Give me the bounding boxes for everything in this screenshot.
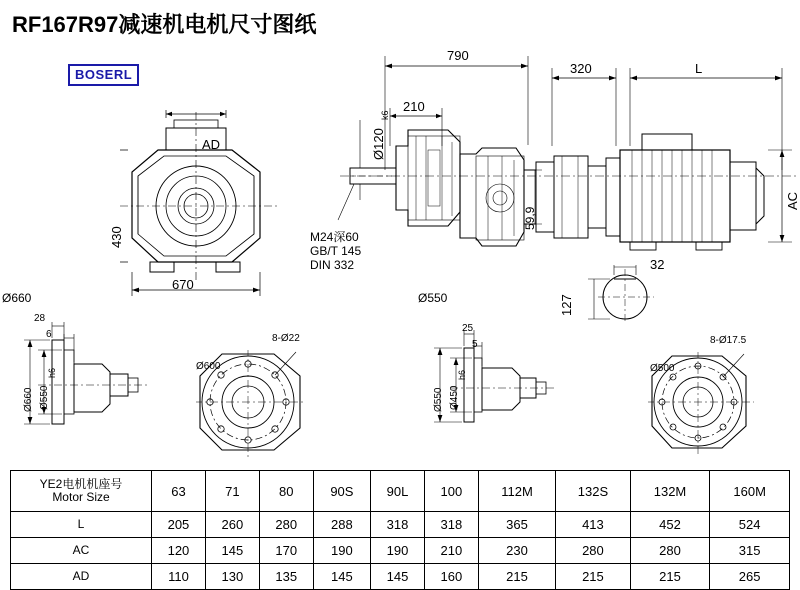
table-header-AC: AC (11, 538, 152, 564)
dim-dia450-label: Ø450 (449, 385, 460, 410)
dim-320-label: 320 (570, 61, 592, 76)
table-cell-AD: 145 (313, 564, 370, 590)
table-cell-L: 260 (205, 512, 259, 538)
table-cell-L: 524 (710, 512, 790, 538)
dim-670-label: 670 (172, 277, 194, 292)
label-8x22-holes: 8-Ø22 (272, 333, 300, 344)
dim-L-label: L (695, 61, 703, 76)
label-dia500: Ø500 (650, 363, 675, 374)
table-cell-AD: 130 (205, 564, 259, 590)
dim-32-label: 32 (650, 257, 665, 272)
dim-shaft-dia-tol: k6 (380, 110, 390, 120)
dim-dia550-tol: h6 (47, 367, 57, 378)
table-header-L: L (11, 512, 152, 538)
dim-59-9-label: 59,9 (523, 206, 537, 230)
table-cell-L: 318 (371, 512, 425, 538)
table-cell-size: 132S (556, 471, 631, 512)
table-cell-AC: 190 (371, 538, 425, 564)
dim-dia660-label: Ø660 (23, 387, 34, 412)
table-cell-AD: 145 (371, 564, 425, 590)
table-cell-AD: 215 (630, 564, 710, 590)
label-8x17-5-holes: 8-Ø17.5 (710, 335, 747, 346)
table-row (11, 512, 790, 538)
label-dia600: Ø600 (196, 361, 221, 372)
table-header-AD: AD (11, 564, 152, 590)
table-cell-L: 205 (152, 512, 206, 538)
table-cell-size: 63 (152, 471, 206, 512)
table-cell-AC: 315 (710, 538, 790, 564)
table-cell-size: 160M (710, 471, 790, 512)
spec-table (10, 470, 790, 590)
dim-6-label: 6 (46, 329, 52, 340)
view-flange-660-side (18, 312, 158, 442)
table-cell-size: 90L (371, 471, 425, 512)
table-cell-size: 71 (205, 471, 259, 512)
table-cell-size: 80 (259, 471, 313, 512)
table-row (11, 471, 790, 512)
table-cell-AD: 215 (556, 564, 631, 590)
table-cell-size: 90S (313, 471, 370, 512)
table-cell-AC: 190 (313, 538, 370, 564)
dim-790-label: 790 (447, 48, 469, 63)
table-cell-L: 413 (556, 512, 631, 538)
dim-ac-label: AC (785, 191, 800, 210)
table-cell-AC: 145 (205, 538, 259, 564)
table-cell-AD: 215 (478, 564, 555, 590)
dim-127-label: 127 (559, 294, 574, 316)
table-cell-AD: 135 (259, 564, 313, 590)
table-cell-AD: 265 (710, 564, 790, 590)
table-cell-size: 100 (424, 471, 478, 512)
dim-shaft-dia-label: Ø120 (371, 128, 386, 160)
table-cell-L: 288 (313, 512, 370, 538)
table-cell-AC: 230 (478, 538, 555, 564)
table-cell-L: 280 (259, 512, 313, 538)
table-cell-L: 452 (630, 512, 710, 538)
table-cell-AD: 160 (424, 564, 478, 590)
table-header-motor-size (11, 471, 152, 512)
table-cell-AC: 210 (424, 538, 478, 564)
dim-430-label: 430 (109, 226, 124, 248)
table-cell-L: 318 (424, 512, 478, 538)
view-key-detail (580, 265, 690, 325)
dim-5-label: 5 (472, 339, 478, 350)
thread-note-line2: GB/T 145 (310, 244, 362, 258)
dim-dia550-label: Ø550 (39, 385, 50, 410)
brand-logo: BOSERL (68, 64, 139, 86)
dim-210-label: 210 (403, 99, 425, 114)
label-dia550-top: Ø550 (418, 291, 448, 305)
table-cell-size: 132M (630, 471, 710, 512)
page-title: RF167R97减速机电机尺寸图纸 (12, 12, 317, 37)
dim-dia550-left-label: Ø550 (433, 387, 444, 412)
label-dia660-top: Ø660 (2, 291, 32, 305)
dim-dia450-tol: h6 (457, 369, 467, 380)
thread-note-line1: M24深60 (310, 230, 359, 244)
table-cell-AC: 170 (259, 538, 313, 564)
view-flange-550-side (426, 322, 566, 444)
table-header-motor-size-en: Motor Size (52, 490, 110, 504)
dim-28-label: 28 (34, 313, 46, 324)
thread-note-line3: DIN 332 (310, 258, 355, 272)
table-cell-size: 112M (478, 471, 555, 512)
table-header-motor-size-cn: YE2电机机座号 (39, 477, 123, 491)
table-cell-AC: 280 (630, 538, 710, 564)
table-cell-L: 365 (478, 512, 555, 538)
table-cell-AD: 110 (152, 564, 206, 590)
view-side-assembly (330, 50, 800, 300)
dim-25-label: 25 (462, 323, 474, 334)
table-cell-AC: 120 (152, 538, 206, 564)
table-cell-AC: 280 (556, 538, 631, 564)
dim-ad-label: AD (202, 137, 221, 152)
table-row (11, 538, 790, 564)
